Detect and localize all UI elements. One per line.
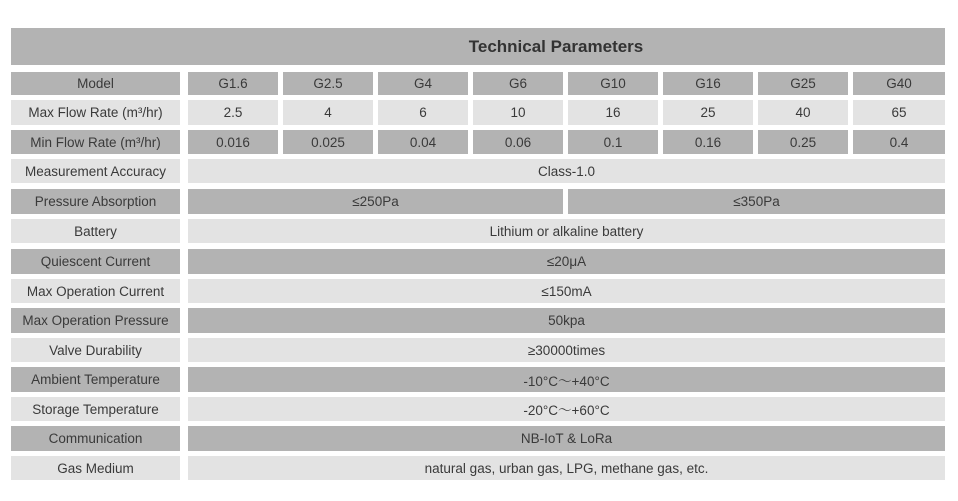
min-flow-cell: 0.1 — [568, 130, 658, 154]
max-flow-cell: 16 — [568, 100, 658, 125]
min-flow-cell: 0.16 — [663, 130, 753, 154]
max-flow-cell: 4 — [283, 100, 373, 125]
max-flow-cell: 65 — [853, 100, 945, 125]
model-cell: G16 — [663, 72, 753, 95]
row-label-battery: Battery — [11, 219, 180, 243]
max-flow-cell: 6 — [378, 100, 468, 125]
table-title: Technical Parameters — [11, 28, 945, 65]
row-label-valve: Valve Durability — [11, 338, 180, 362]
min-flow-cell: 0.016 — [188, 130, 278, 154]
row-label-model: Model — [11, 72, 180, 95]
max-flow-cell: 40 — [758, 100, 848, 125]
model-cell: G40 — [853, 72, 945, 95]
row-label-ambient: Ambient Temperature — [11, 367, 180, 392]
row-label-gas: Gas Medium — [11, 456, 180, 480]
max-flow-cell: 25 — [663, 100, 753, 125]
row-label-storage: Storage Temperature — [11, 397, 180, 421]
row-label-accuracy: Measurement Accuracy — [11, 159, 180, 183]
model-cell: G4 — [378, 72, 468, 95]
pressure-absorption-right: ≤350Pa — [568, 189, 945, 214]
communication-value: NB-IoT & LoRa — [188, 426, 945, 451]
min-flow-cell: 0.25 — [758, 130, 848, 154]
model-cell: G25 — [758, 72, 848, 95]
max-op-pressure-value: 50kpa — [188, 308, 945, 333]
max-flow-cell: 2.5 — [188, 100, 278, 125]
row-label-max-flow: Max Flow Rate (m³/hr) — [11, 100, 180, 125]
row-label-quiescent: Quiescent Current — [11, 249, 180, 274]
max-op-current-value: ≤150mA — [188, 279, 945, 303]
model-cell: G1.6 — [188, 72, 278, 95]
row-label-max-op-pressure: Max Operation Pressure — [11, 308, 180, 333]
min-flow-cell: 0.4 — [853, 130, 945, 154]
row-label-pressure-absorption: Pressure Absorption — [11, 189, 180, 214]
model-cell: G6 — [473, 72, 563, 95]
min-flow-cell: 0.04 — [378, 130, 468, 154]
row-label-max-op-current: Max Operation Current — [11, 279, 180, 303]
min-flow-cell: 0.06 — [473, 130, 563, 154]
storage-value: -20°C～+60°C — [188, 397, 945, 421]
model-cell: G2.5 — [283, 72, 373, 95]
ambient-value: -10°C～+40°C — [188, 367, 945, 392]
min-flow-cell: 0.025 — [283, 130, 373, 154]
gas-value: natural gas, urban gas, LPG, methane gas, etc. — [188, 456, 945, 480]
accuracy-value: Class-1.0 — [188, 159, 945, 183]
battery-value: Lithium or alkaline battery — [188, 219, 945, 243]
row-label-min-flow: Min Flow Rate (m³/hr) — [11, 130, 180, 154]
row-label-communication: Communication — [11, 426, 180, 451]
valve-value: ≥30000times — [188, 338, 945, 362]
pressure-absorption-left: ≤250Pa — [188, 189, 563, 214]
max-flow-cell: 10 — [473, 100, 563, 125]
quiescent-value: ≤20μA — [188, 249, 945, 274]
model-cell: G10 — [568, 72, 658, 95]
